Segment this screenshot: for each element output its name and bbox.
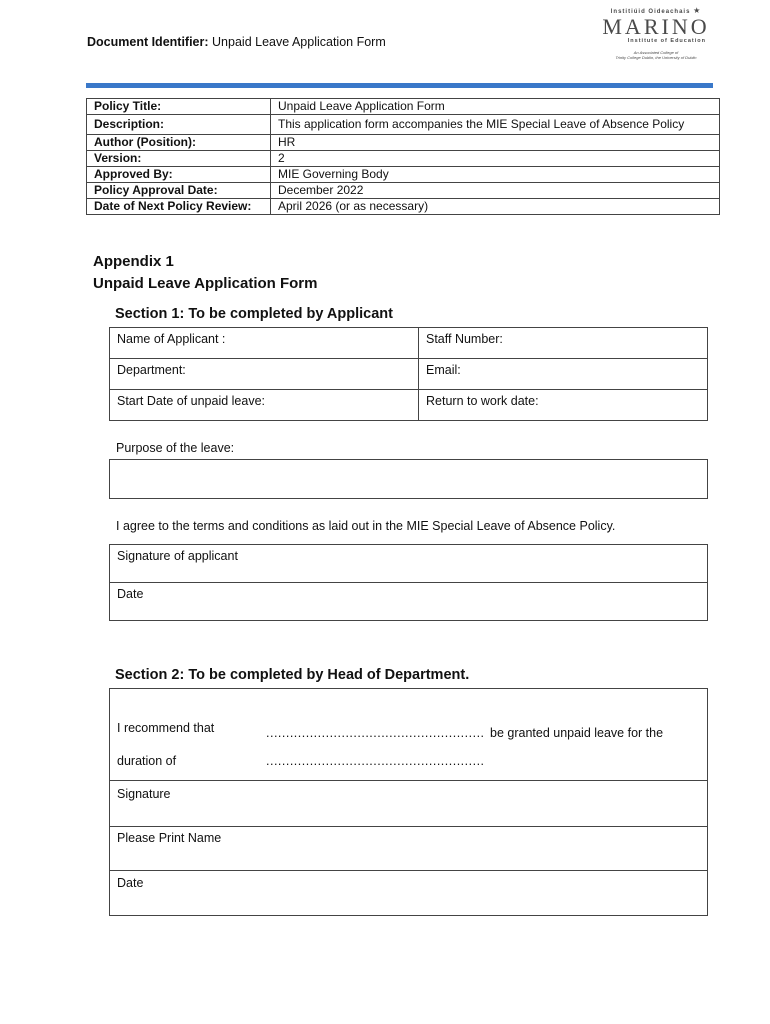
hod-signature-label: Signature [117,787,171,801]
duration-input[interactable]: ....................................................... [266,754,485,768]
return-date-field[interactable] [419,390,708,421]
policy-table [86,98,720,215]
recommend-label: I recommend that [117,721,215,735]
staff-number-label: Staff Number: [426,332,503,346]
row-divider [110,870,707,871]
applicant-details-table [109,327,708,421]
applicant-date-field[interactable] [110,583,708,621]
return-date-label: Return to work date: [426,394,539,408]
document-identifier-label: Document Identifier: [87,35,209,49]
next-review-value: April 2026 (or as necessary) [271,199,720,215]
row-divider [110,780,707,781]
hod-approval-box [109,688,708,916]
agreement-statement: I agree to the terms and conditions as laid out in the MIE Special Leave of Absence Policy. [116,519,616,533]
start-date-field[interactable] [110,390,419,421]
description-value: This application form accompanies the MIE Special Leave of Absence Policy [271,115,720,135]
purpose-label: Purpose of the leave: [116,441,235,455]
author-label: Author (Position): [87,135,271,151]
print-name-label: Please Print Name [117,831,222,845]
recommended-person-input[interactable]: ....................................................... [266,726,485,740]
table-row [87,151,720,167]
table-row [87,183,720,199]
approved-by-value: MIE Governing Body [271,167,720,183]
appendix-title: Appendix 1 [93,253,174,270]
table-row [87,167,720,183]
applicant-signature-field[interactable] [110,545,708,583]
granted-text: be granted unpaid leave for the [490,726,664,740]
start-date-label: Start Date of unpaid leave: [117,394,266,408]
description-label: Description: [87,115,271,135]
logo-name: MARINO [602,14,710,39]
department-field[interactable] [110,359,419,390]
approval-date-label: Policy Approval Date: [87,183,271,199]
marino-logo [596,6,716,82]
table-row [87,115,720,135]
hod-date-label: Date [117,876,144,890]
table-row [110,328,708,359]
applicant-signature-table [109,544,708,621]
section2-title: Section 2: To be completed by Head of Department. [115,667,470,683]
applicant-signature-label: Signature of applicant [117,549,238,563]
logo-assoc-line2: Trinity College Dublin, the University of Dublin [615,55,697,60]
table-row [110,545,708,583]
logo-top-text: Institiúid Oideachais [610,9,691,15]
logo-assoc-line1: An Associated College of [633,50,679,55]
section1-title: Section 1: To be completed by Applicant [115,306,393,322]
row-divider [110,826,707,827]
star-icon: ★ [693,6,702,15]
table-row [110,583,708,621]
staff-number-field[interactable] [419,328,708,359]
table-row [87,199,720,215]
appendix-heading [93,251,317,295]
version-label: Version: [87,151,271,167]
header-divider [86,83,713,88]
document-identifier-value: Unpaid Leave Application Form [212,35,386,49]
appendix-subtitle: Unpaid Leave Application Form [93,275,318,292]
department-label: Department: [117,363,186,377]
table-row [87,135,720,151]
applicant-date-label: Date [117,587,144,601]
policy-title-label: Policy Title: [87,99,271,115]
policy-title-value: Unpaid Leave Application Form [271,99,720,115]
author-value: HR [271,135,720,151]
email-label: Email: [426,363,461,377]
next-review-label: Date of Next Policy Review: [87,199,271,215]
email-field[interactable] [419,359,708,390]
document-identifier [87,35,386,49]
version-value: 2 [271,151,720,167]
duration-label: duration of [117,754,177,768]
applicant-name-label: Name of Applicant : [117,332,226,346]
approved-by-label: Approved By: [87,167,271,183]
logo-subtitle: Institute of Education [627,38,706,44]
table-row [87,99,720,115]
table-row [110,359,708,390]
purpose-input[interactable] [109,459,708,499]
approval-date-value: December 2022 [271,183,720,199]
applicant-name-field[interactable] [110,328,419,359]
table-row [110,390,708,421]
